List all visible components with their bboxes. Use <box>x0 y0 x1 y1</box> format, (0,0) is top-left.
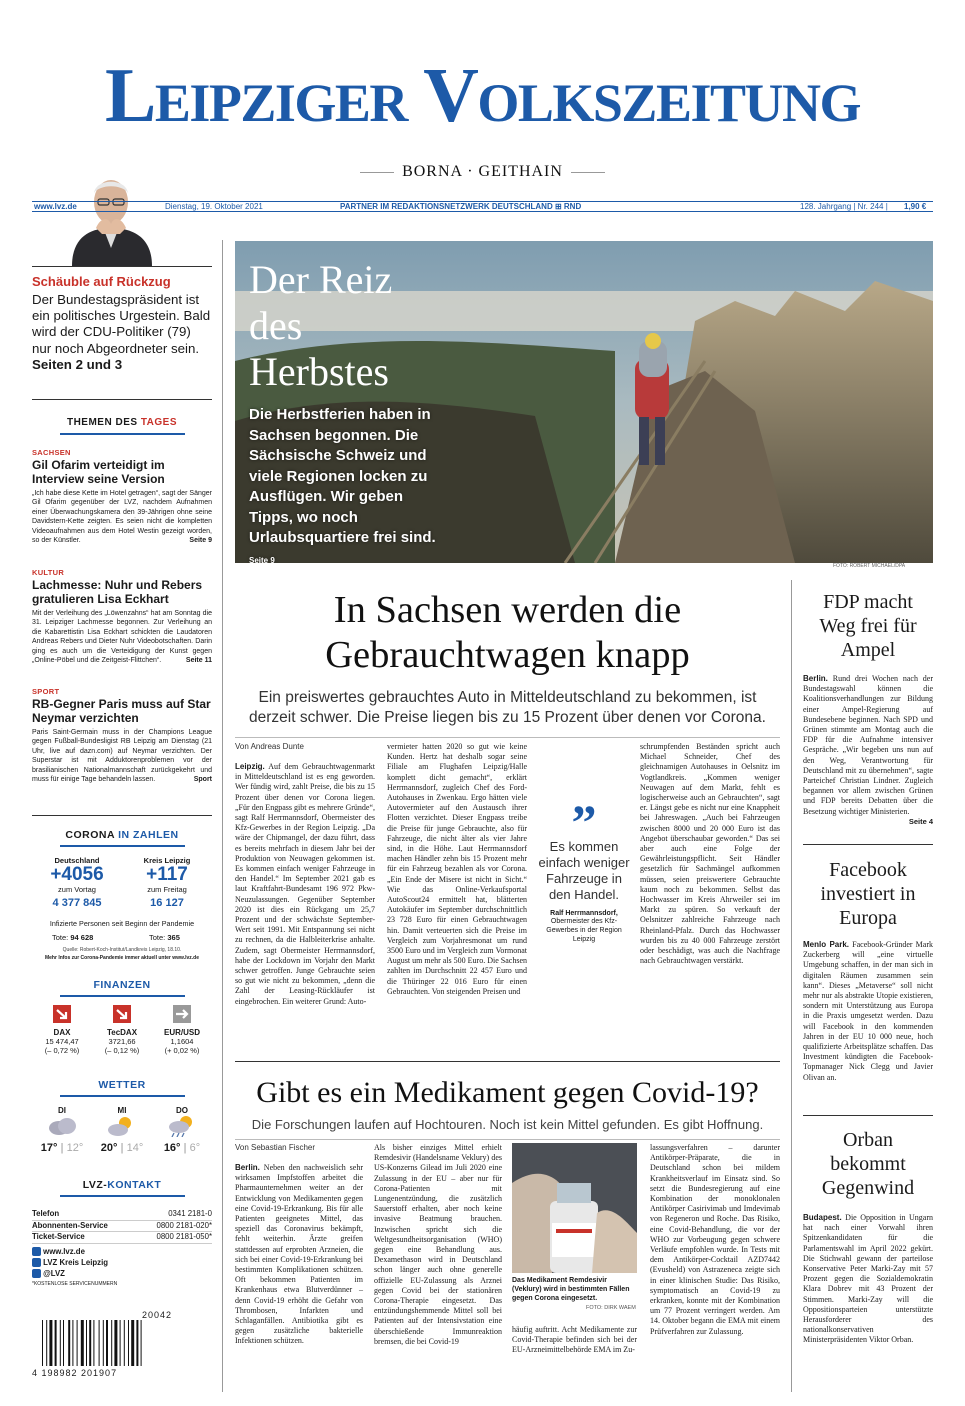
issue-number: 128. Jahrgang | Nr. 244 | <box>800 202 888 211</box>
lead-quote: ” Es kommen einfach weniger Fahrzeuge in den Handel. Ralf Herrmannsdorf, Obermeister des Kfz-Gewerbes in der Region Leipzig <box>538 794 630 943</box>
corona-title: CORONA IN ZAHLEN <box>65 829 179 841</box>
right-rule-2 <box>803 1115 933 1116</box>
phone-number[interactable]: 0341 2181-0 <box>168 1209 212 1218</box>
hero-photo[interactable] <box>235 241 933 563</box>
schaeuble-teaser[interactable] <box>32 274 212 373</box>
themen-item-sport[interactable] <box>32 687 212 784</box>
wetter-underline <box>60 1095 185 1097</box>
lead-rule <box>235 737 780 738</box>
section-label: KULTUR <box>32 568 65 577</box>
themen-underline <box>60 433 185 435</box>
kontakt-underline <box>60 1195 185 1197</box>
temp-high: 16° <box>163 1142 181 1154</box>
schaeuble-photo <box>64 168 159 266</box>
kontakt-title: LVZ-KONTAKT <box>82 1179 162 1191</box>
finanzen-box <box>32 1005 212 1065</box>
phone-number[interactable]: 0800 2181-050* <box>156 1232 212 1241</box>
wetter-title: WETTER <box>98 1079 146 1091</box>
themen-item-sachsen[interactable] <box>32 448 212 545</box>
lead-col-4: schrumpfenden Beständen spricht auch Michael Schneider, Chef des gleichnamigen Autohauses in Oelsnitz im Vogtlandkreis. „Kommen weniger Neuwagen auf dem Markt, fehlt es logischerweise auch an Gebrauchten“, sagt er. Längst gebe es nicht nur eine Knappheit bei Jahreswagen. „Auch bei Fahrzeugen zwischen 8000 und 20 000 Euro ist das Angebot überschaubar geworden.“ Das sei aber auch eine Folge der Gewährleistungspflicht. Seit Händler gesetzlich für Sachmängel aufkommen müssen, seien preiswertere Gebrauchte kaum noch zu bekommen. Selbst das Hochwasser im Kreis Ahrweiler sei im Markt zu spüren. So verkauft der Oelsnitzer zahlreiche Fahrzeuge nach Rheinland-Pfalz. Durch das Hochwasser wurden bis zu 40 000 Fahrzeuge zerstört oder beschädigt, was auch die Nachfrage nach Gebrauchtwagen verstärkt. <box>640 742 780 966</box>
themen-item-kultur[interactable] <box>32 568 212 665</box>
sun-cloud-icon <box>105 1115 139 1137</box>
corona-lk-sub: zum Freitag <box>147 885 187 894</box>
website-link[interactable]: www.lvz.de <box>34 202 77 211</box>
masthead-title: Leipziger Volkszeitung <box>104 52 860 138</box>
themen-headline: Gil Ofarim verteidigt im Interview seine Version <box>32 458 165 486</box>
corona-box <box>32 856 212 966</box>
hero-credit: FOTO: ROBERT MICHAEL/DPA <box>833 563 906 569</box>
temp-low: 6° <box>189 1142 201 1154</box>
social-links <box>32 1246 212 1290</box>
info-bar <box>32 201 933 212</box>
covid-col-4: lassungsverfahren – darunter Antikörper-Präparate, die in Deutschland schon bei mildem Krankheitsverlauf im Einsatz sind. So setzt die Bundesregierung auf eine Kombination der monoklonalen Antikörper Casirivimab und Imdevimab von Regeneron und Roche. Das Risiko, eine Covid-Behandlung, die vor der WHO zur Vorbeugung gegen schwere Verläufe empfohlen wurde. In Tests mit dem Antikörper-Cocktail AZD7442 (Evusheld) von Astrazeneca zeigte sich in einer klinischen Studie: Das Risiko, symptomatisch an Covid-19 zu erkranken, konnte mit der Kombination um 77 Prozent verringert werden. Am 14. Oktober begann die EMA mit einem Prüfverfahren zur Zulassung. <box>650 1143 780 1336</box>
corona-source: Quelle: Robert-Koch-Institut/Landkreis Leipzig, 18.10. <box>62 947 182 953</box>
themen-text: Mit der Verleihung des „Löwenzahns“ hat am Sonntag die 31. Leipziger Lachmesse begonnen. Zur Verleihung an die Kabarettistin Lisa Eckhart schickten die Laudatoren Andreas Rebers und Dieter Nuhr Videobotschaften. Darin ging es auch um die Verteidigung der Kunst gegen „Online-Pöbel und die Zeitgeist-Flittchen“. Seite 11 <box>32 610 212 665</box>
right-rule-1 <box>803 844 933 845</box>
themen-text: Paris Saint-Germain muss in der Champions League gegen Fußball-Bundesligist RB Leipzig am Dienstag (21 Uhr, live auf dazn.com) auf Neymar verzichten. Der Superstar ist mit Adduktorenproblemen vor der brasilianischen Nationalmannschaft zurückgekehrt und muss für einige Tage behandeln lassen. Sport <box>32 729 212 784</box>
cloud-icon <box>45 1115 79 1137</box>
covid-subhead: Die Forschungen laufen auf Hochtouren. Noch ist kein Mittel gefunden. Es gibt Hoffnung. <box>251 1117 764 1132</box>
covid-top-rule <box>235 1061 780 1062</box>
themen-headline: Lachmesse: Nuhr und Rebers gratulieren Lisa Eckhart <box>32 578 203 606</box>
twitter-icon <box>32 1269 41 1278</box>
arrow-down-icon <box>113 1005 131 1023</box>
corona-de-sub: zum Vortag <box>58 885 96 894</box>
hero-text: Die Herbstferien haben in Sachsen begonnen. Die Sächsische Schweiz und viele Regionen locken zu Ausflügen. Wir geben Tipps, wo noch Urlaubsquartiere frei sind. Seite 9 <box>249 406 436 563</box>
price: 1,90 € <box>904 202 927 211</box>
barcode: 20042 4 198982 201907 <box>32 1310 182 1380</box>
facebook-text: Menlo Park. Facebook-Gründer Mark Zuckerberg will „eine virtuelle Umgebung schaffen, in der man sich in digitalen Räumen zusammen sein kann“. Dieses „Metaverse“ soll nicht mehr nur als abstrakte Utopie existieren, sondern mit Unterstützung aus Europa in die Praxis umgesetzt werden. Dazu will Facebook in den kommenden Jahren in der EU 10 000 neue, hoch qualifizierte Arbeitsplätze schaffen. Das Investment kündigten die Facebook-Topmanager Nick Clegg und Javier Olivan an. <box>803 940 934 1082</box>
lead-col-1: Leipzig. Auf dem Gebrauchtwagenmarkt in Mitteldeutschland ist es eng geworden. Wer fündig wird, zahlt Preise, die bis zu 15 Prozent über denen vor Corona liegen. „Für den Engpass gibt es mehrere Gründe“, sagt Ralf Herrmannsdorf, Obermeister des Kfz-Gewerbes in der Region Leipzig. „Da wäre der Chipmangel, der dazu führt, dass es bereits mehrfach in diesem Jahr bei der Produktion von Neuwagen gekommen ist. Es kommen einfach weniger Fahrzeuge in den Handel.“ Im September 2021 gab es laut Kraftfahrt-Bundesamt 196 972 Pkw-Neuzulassungen. Gegenüber September 2020 ist dies ein Rückgang um 25,7 Prozent und der schwächste September-Wert seit 1991. Mit Entspannung sei nicht zu rechnen, da die Halbleiterkrise anhalte. Zudem, sagt Obermeister Herrmannsdorf, habe der Lockdown im Vorjahr den Markt schwer getroffen. Junge Gebrauchte seien so gut wie nicht zu bekommen, „denn die Zahl der Leasing-Rückläufer ist eingebrochen. Ein weiterer Grund: Auto- <box>235 762 375 1006</box>
lead-headline[interactable]: In Sachsen werden die Gebrauchtwagen knapp <box>325 589 690 676</box>
web-link[interactable]: www.lvz.de <box>43 1247 85 1256</box>
corona-lk-total: 16 127 <box>150 897 184 909</box>
left-rule-2 <box>32 399 212 400</box>
partner-label: PARTNER IM REDAKTIONSNETZWERK DEUTSCHLAND ⊞ RND <box>340 202 582 211</box>
covid-rule <box>235 1139 780 1140</box>
kontakt-table: Telefon 0341 2181-0 Abonnenten-Service 0800 2181-020* Ticket-Service 0800 2181-050* <box>32 1209 212 1244</box>
corona-de-label: Deutschland <box>54 856 100 865</box>
arrow-right-icon <box>173 1005 191 1023</box>
schaeuble-headline: Schäuble auf Rückzug <box>32 274 171 289</box>
corona-germany <box>32 856 122 909</box>
issue-date: Dienstag, 19. Oktober 2021 <box>165 202 263 211</box>
lead-subhead: Ein preiswertes gebrauchtes Auto in Mitteldeutschland zu bekommen, ist derzeit schwer. Die Preise liegen bis zu 15 Prozent über denen vor Corona. <box>249 689 766 726</box>
left-rule-3 <box>32 815 212 816</box>
orban-text: Budapest. Die Opposition in Ungarn hat nach einer Vorwahl ihren Spitzenkandidaten für die Parlamentswahl im April 2022 gekürt. Die Stichwahl gewann der parteilose Konservative Peter Marki-Zay mit 57 Prozent gegen die Sozialdemokratin Klara Dobrev mit 43 Prozent der Stimmen. Marki-Zay will die Oppositionsparteien unterstützte Herausforderer des nationalkonservativen Ministerpräsidenten Viktor Orban. <box>803 1213 933 1345</box>
quote-icon: ” <box>571 794 597 850</box>
lead-col-2: vermieter hatten 2020 so gut wie keine Kunden. Hertz hat deshalb sogar seine Filiale am Flughafen Leipzig/Halle komplett dicht gemacht“, erklärt Herrmannsdorf, zugleich Chef des Ford-Autohauses in Zwenkau. Ergo hätten viele Autovermieter auf den Austausch ihrer Flotten verzichtet. Dieser Engpass treibe die Preise für junge Gebrauchte, also für Fahrzeuge, die nicht älter als vier Jahre sind, in die Höhe. Laut Herrmannsdorf machen Händler zehn bis 15 Prozent mehr für ein Fahrzeug bezahlen als vor Corona. „Ein Ende der Misere ist nicht in Sicht.“ Wie das Online-Verkaufsportal AutoScout24 ermittelt hat, blätterten Autokäufer im September durchschnittlich 23 728 Euro für einen Gebrauchtwagen hin. Damit verteuerten sich die Preise im Vergleich zum Vorjahresmonat um rund 3500 Euro und im Vergleich zum Vormonat August um mehr als 500 Euro. Die Sachsen zahlten im Durchschnitt 22 457 Euro und die Thüringer 22 016 Euro für einen Gebrauchten. Von steigenden Preisen und <box>387 742 527 996</box>
section-label: SPORT <box>32 687 60 696</box>
facebook-headline[interactable]: Facebook investiert in Europa <box>820 859 916 929</box>
covid-caption: Das Medikament Remdesivir (Veklury) wird in bestimmten Fällen gegen Corona eingesetzt. <box>512 1277 630 1302</box>
twitter-link[interactable]: @LVZ <box>43 1269 65 1278</box>
schaeuble-text: Der Bundestagspräsident ist ein politisches Urgestein. Bald wird der CDU-Politiker (79) nur noch Abgeordneter sein. Seiten 2 und 3 <box>32 292 211 372</box>
finanzen-underline <box>60 995 185 997</box>
finanzen-eurusd: EUR/USD 1,1604 (+ 0,02 %) <box>152 1005 212 1055</box>
themen-headline: RB-Gegner Paris muss auf Star Neymar verzichten <box>32 697 211 725</box>
barcode-bars <box>32 1310 182 1366</box>
temp-high: 20° <box>100 1142 118 1154</box>
corona-lk-value: +117 <box>146 864 188 885</box>
phone-number[interactable]: 0800 2181-020* <box>156 1220 212 1230</box>
covid-credit: FOTO: DIRK WAEM <box>586 1305 636 1311</box>
themen-title: THEMEN DES TAGES <box>66 417 178 428</box>
sun-rain-icon <box>165 1115 199 1137</box>
themen-text: „Ich habe diese Kette im Hotel getragen“, sagt der Sänger Gil Ofarim gegenüber der LVZ, nachdem Aufnahmen einer Überwachungskamera den 39-Jährigen ohne seine Davidstern-Kette zeigten. Es seien nicht die kompletten Videoaufnahmen aus dem Hotel Westin gezeigt worden, so der Künstler. Seite 9 <box>32 490 212 545</box>
temp-low: 12° <box>66 1142 84 1154</box>
kontakt-note: *KOSTENLOSE SERVICENUMMERN <box>32 1281 118 1287</box>
covid-photo <box>512 1143 637 1273</box>
corona-more: Mehr Infos zur Corona-Pandemie immer aktuell unter www.lvz.de <box>44 955 199 961</box>
corona-lk-dead: Tote: 365 <box>149 933 180 942</box>
fdp-text: Berlin. Rund drei Wochen nach der Bundestagswahl können die Koalitionsverhandlungen zur Bildung einer Ampel-Regierung auf Bundesebene beginnen. Nach SPD und Grünen stimmte am Montag auch die FDP für die Aufnahme intensiver Gespräche. „Wir begeben uns nun auf den Weg, Verantwortung für Deutschland mit zu übernehmen“, sagte Parteichef Christian Lindner. Zugleich begannen vor allem zwischen Grünen und FDP bereits Debatten über die Besetzung wichtiger Ministerien. Seite 4 <box>803 674 933 826</box>
web-icon <box>32 1247 41 1256</box>
corona-lk-label: Kreis Leipzig <box>143 856 191 865</box>
corona-kreis <box>122 856 212 909</box>
column-divider <box>222 240 223 1392</box>
edition-label: BORNA · GEITHAIN <box>360 158 605 186</box>
temp-high: 17° <box>40 1142 58 1154</box>
wetter-day-di: DI 17° | 12° <box>40 1106 84 1154</box>
covid-col-1: Berlin. Neben den nachweislich sehr wirksamen Impfstoffen arbeitet die Pharmaunternehmen weiter an der Entwicklung von Medikamenten gegen eine Covid-19-Erkrankung. Bis für alle Patienten geeignetes Mittel, das speziell das Coronavirus bekämpft, fehlt weiterhin. Ärzte greifen stattdessen auf erprobten Arzneien, die sich bei einer Covid-19-Erkrankung bei bestimmten Komplikationen schützen. Oft bekommen Patienten im Krankenhaus etwa Blutverdünner – denn Covid-19 erhöht die Gefahr von Thrombosen, Infarkten und Schlaganfällen. Antibiotika gibt es gegen zusätzliche bakterielle Infektionen schützen. <box>235 1163 363 1346</box>
finanzen-dax: DAX 15 474,47 (– 0,72 %) <box>32 1005 92 1055</box>
arrow-down-icon <box>53 1005 71 1023</box>
corona-underline <box>60 845 185 847</box>
right-column-divider <box>791 580 792 1392</box>
section-label: SACHSEN <box>32 448 71 457</box>
corona-de-value: +4056 <box>50 864 104 885</box>
covid-author: Von Sebastian Fischer <box>235 1143 316 1152</box>
covid-headline[interactable]: Gibt es ein Medikament gegen Covid-19? <box>256 1076 759 1109</box>
lead-author: Von Andreas Dunte <box>235 742 304 751</box>
left-top-rule <box>32 266 212 267</box>
covid-col-3b: häufig auftritt. Acht Medikamente zur Covid-Therapie befinden sich bei der EU-Arzneimittelbehörde EMA im Zu- <box>512 1325 637 1355</box>
hero-title: Der Reiz des Herbstes <box>249 257 393 394</box>
wetter-box <box>32 1106 212 1160</box>
orban-headline[interactable]: Orban bekommt Gegenwind <box>821 1129 915 1199</box>
covid-col-2: Als bisher einziges Mittel erhielt Remdesivir (Handelsname Veklury) des US-Konzerns Gilead im Juli 2020 eine Zulassung in der EU – aber nur für Corona-Patienten mit Lungenentzündung, die zusätzlich Sauerstoff erhalten, aber noch keine invasive Beatmung brauchen. Inzwischen spricht sich die Weltgesundheitsorganisation (WHO) gegen eine Behandlung aus. Dexamethason wird in Deutschland schon länger auch ohne generelle offizielle EU-Zulassung als Arznei gegen Covid bei der stationären Corona-Therapie eingesetzt. Das entzündungshemmende Mittel soll bei Patienten auf der Intensivstation eine überschießende Immunreaktion bremsen, die bei Covid-19 <box>374 1143 502 1346</box>
wetter-day-do: DO 16° | 6° <box>163 1106 201 1154</box>
corona-total-sub: Infizierte Personen seit Beginn der Pandemie <box>49 919 195 928</box>
fdp-headline[interactable]: FDP macht Weg frei für Ampel <box>819 591 917 661</box>
wetter-day-mi: MI 20° | 14° <box>100 1106 144 1154</box>
temp-low: 14° <box>126 1142 144 1154</box>
finanzen-title: FINANZEN <box>93 979 151 991</box>
facebook-link[interactable]: LVZ Kreis Leipzig <box>43 1258 109 1267</box>
corona-de-total: 4 377 845 <box>52 897 102 909</box>
finanzen-tecdax: TecDAX 3721,66 (– 0,12 %) <box>92 1005 152 1055</box>
corona-de-dead: Tote: 94 628 <box>52 933 94 942</box>
facebook-icon <box>32 1258 41 1267</box>
